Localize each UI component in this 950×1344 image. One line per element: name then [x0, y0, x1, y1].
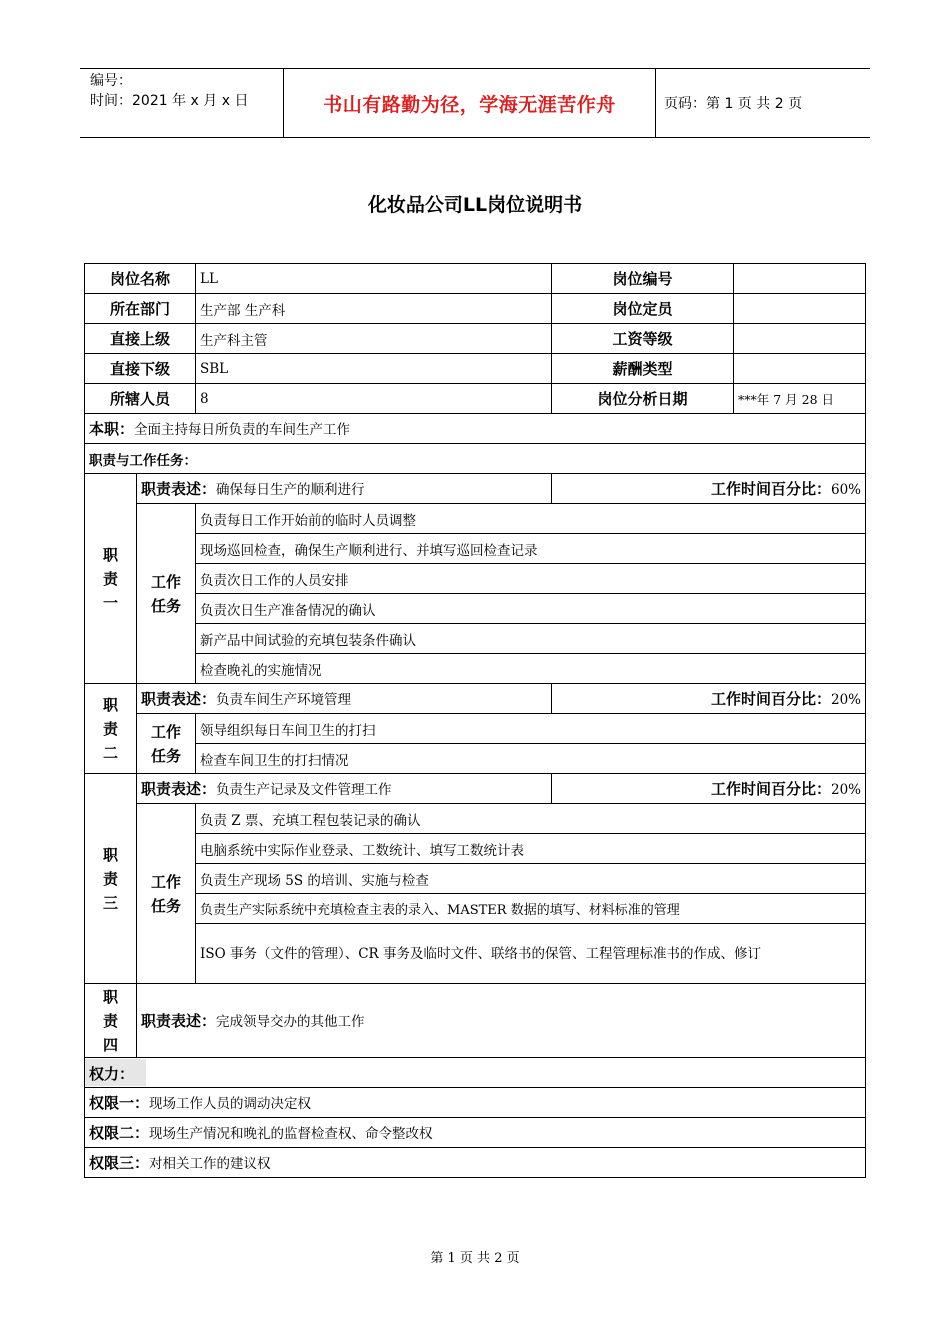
duty-desc-label: 职责表述： [141, 1012, 217, 1030]
task-row [85, 504, 866, 534]
superior-value: 生产科主管 [196, 324, 552, 354]
info-row [85, 384, 866, 414]
staff-value: 8 [196, 384, 552, 414]
duty-name-char: 职 [102, 845, 118, 864]
authority-item [85, 1118, 866, 1148]
subordinate-value: SBL [196, 354, 552, 384]
dept-label: 所在部门 [85, 294, 196, 324]
subordinate-label: 直接下级 [85, 354, 196, 384]
task-item: 领导组织每日车间卫生的打扫 [196, 714, 866, 744]
duty-desc-cell [137, 684, 552, 714]
time-pct-cell [552, 684, 866, 714]
task-item: 负责次日工作的人员安排 [196, 564, 866, 594]
duty-desc-row [85, 774, 866, 804]
task-row [85, 894, 866, 924]
document-title: 化妆品公司LL岗位说明书 [367, 194, 583, 216]
time-pct-value: 60% [831, 482, 862, 498]
page-header [80, 68, 870, 138]
time-pct-cell [552, 474, 866, 504]
authority-text: 现场工作人员的调动决定权 [149, 1096, 312, 1112]
task-item: 新产品中间试验的充填包装条件确认 [196, 624, 866, 654]
duty-desc-text: 完成领导交办的其他工作 [216, 1014, 365, 1030]
doc-number-label: 编号： [90, 73, 132, 89]
task-row [85, 534, 866, 564]
header-left [80, 69, 283, 137]
duty-desc-text: 负责车间生产环境管理 [216, 692, 352, 708]
task-label [137, 804, 196, 984]
time-pct-cell [552, 774, 866, 804]
info-row [85, 264, 866, 294]
task-label-line: 任务 [151, 746, 182, 765]
task-item: 现场巡回检查，确保生产顺利进行、并填写巡回检查记录 [196, 534, 866, 564]
authority-row [85, 1088, 866, 1118]
task-item: 电脑系统中实际作业登录、工数统计、填写工数统计表 [196, 834, 866, 864]
task-row [85, 624, 866, 654]
task-label [137, 714, 196, 774]
task-item: 负责次日生产准备情况的确认 [196, 594, 866, 624]
duty-desc-row [85, 474, 866, 504]
core-text: 全面主持每日所负责的车间生产工作 [134, 422, 351, 438]
core-cell [85, 414, 866, 444]
duty-name [85, 684, 137, 774]
superior-label: 直接上级 [85, 324, 196, 354]
pay-type-label: 薪酬类型 [552, 354, 734, 384]
task-row [85, 924, 866, 984]
authority-title: 权力： [85, 1059, 146, 1086]
task-label-line: 工作 [151, 572, 182, 591]
duties-title-row [85, 444, 866, 474]
task-item: 负责 Z 票、充填工程包装记录的确认 [196, 804, 866, 834]
job-description-table [84, 263, 866, 1178]
task-item: 检查晚礼的实施情况 [196, 654, 866, 684]
duty-desc-text: 负责生产记录及文件管理工作 [216, 782, 392, 798]
info-row [85, 324, 866, 354]
duty-name-char: 三 [102, 893, 118, 912]
task-item: 负责生产实际系统中充填检查主表的录入、MASTER 数据的填写、材料标准的管理 [196, 894, 866, 924]
task-row [85, 594, 866, 624]
page-footer: 第 1 页 共 2 页 [430, 1251, 520, 1266]
duty-desc-row [85, 984, 866, 1058]
salary-grade-label: 工资等级 [552, 324, 734, 354]
task-row [85, 804, 866, 834]
duty-desc-cell [137, 984, 866, 1058]
info-row [85, 294, 866, 324]
header-page-info: 页码：第 1 页 共 2 页 [664, 96, 803, 112]
core-label: 本职： [89, 420, 135, 438]
authority-row [85, 1118, 866, 1148]
task-row [85, 714, 866, 744]
task-item: 负责每日工作开始前的临时人员调整 [196, 504, 866, 534]
duty-name [85, 774, 137, 984]
duty-name [85, 474, 137, 684]
time-pct-value: 20% [831, 782, 862, 798]
duty-name-char: 职 [102, 695, 118, 714]
duty-name-char: 责 [102, 569, 118, 588]
task-label-line: 工作 [151, 872, 182, 891]
doc-time-label: 时间：2021 年 x 月 x 日 [90, 93, 249, 109]
duty-name-char: 职 [102, 545, 118, 564]
authority-title-row [85, 1058, 866, 1088]
time-pct-label: 工作时间百分比： [710, 780, 831, 798]
authority-item [85, 1148, 866, 1178]
duty-name-char: 一 [102, 593, 118, 612]
analysis-date-value: ***年 7 月 28 日 [734, 384, 866, 414]
time-pct-value: 20% [831, 692, 862, 708]
duty-desc-text: 确保每日生产的顺利进行 [216, 482, 365, 498]
position-no-label: 岗位编号 [552, 264, 734, 294]
authority-row [85, 1148, 866, 1178]
authority-item [85, 1088, 866, 1118]
staff-label: 所辖人员 [85, 384, 196, 414]
salary-grade-value [734, 324, 866, 354]
task-row [85, 744, 866, 774]
authority-text: 现场生产情况和晚礼的监督检查权、命令整改权 [149, 1126, 433, 1142]
authority-label: 权限二： [89, 1124, 150, 1142]
duty-desc-cell [137, 774, 552, 804]
duty-desc-row [85, 684, 866, 714]
authority-label: 权限三： [89, 1154, 150, 1172]
task-row [85, 864, 866, 894]
task-label [137, 504, 196, 684]
core-row [85, 414, 866, 444]
quota-label: 岗位定员 [552, 294, 734, 324]
task-row [85, 564, 866, 594]
authority-label: 权限一： [89, 1094, 150, 1112]
duty-desc-label: 职责表述： [141, 480, 217, 498]
duty-name [85, 984, 137, 1058]
task-row [85, 834, 866, 864]
pay-type-value [734, 354, 866, 384]
duties-title: 职责与工作任务： [85, 444, 866, 474]
authority-title-cell [85, 1058, 866, 1088]
task-label-line: 任务 [151, 596, 182, 615]
time-pct-label: 工作时间百分比： [710, 480, 831, 498]
duty-name-char: 四 [102, 1035, 118, 1054]
quota-value [734, 294, 866, 324]
duty-name-char: 责 [102, 1011, 118, 1030]
duty-desc-cell [137, 474, 552, 504]
position-name-value: LL [196, 264, 552, 294]
task-item: 检查车间卫生的打扫情况 [196, 744, 866, 774]
dept-value: 生产部 生产科 [196, 294, 552, 324]
position-name-label: 岗位名称 [85, 264, 196, 294]
duty-desc-label: 职责表述： [141, 690, 217, 708]
duty-desc-label: 职责表述： [141, 780, 217, 798]
analysis-date-label: 岗位分析日期 [552, 384, 734, 414]
duty-name-char: 责 [102, 869, 118, 888]
task-row [85, 654, 866, 684]
position-no-value [734, 264, 866, 294]
task-label-line: 工作 [151, 722, 182, 741]
header-motto: 书山有路勤为径，学海无涯苦作舟 [283, 69, 656, 137]
authority-text: 对相关工作的建议权 [149, 1156, 271, 1172]
duty-name-char: 二 [102, 743, 118, 762]
time-pct-label: 工作时间百分比： [710, 690, 831, 708]
duty-name-char: 职 [102, 987, 118, 1006]
duty-name-char: 责 [102, 719, 118, 738]
task-item: 负责生产现场 5S 的培训、实施与检查 [196, 864, 866, 894]
info-row [85, 354, 866, 384]
task-item: ISO 事务（文件的管理）、CR 事务及临时文件、联络书的保管、工程管理标准书的作成、修订 [196, 924, 866, 984]
task-label-line: 任务 [151, 896, 182, 915]
